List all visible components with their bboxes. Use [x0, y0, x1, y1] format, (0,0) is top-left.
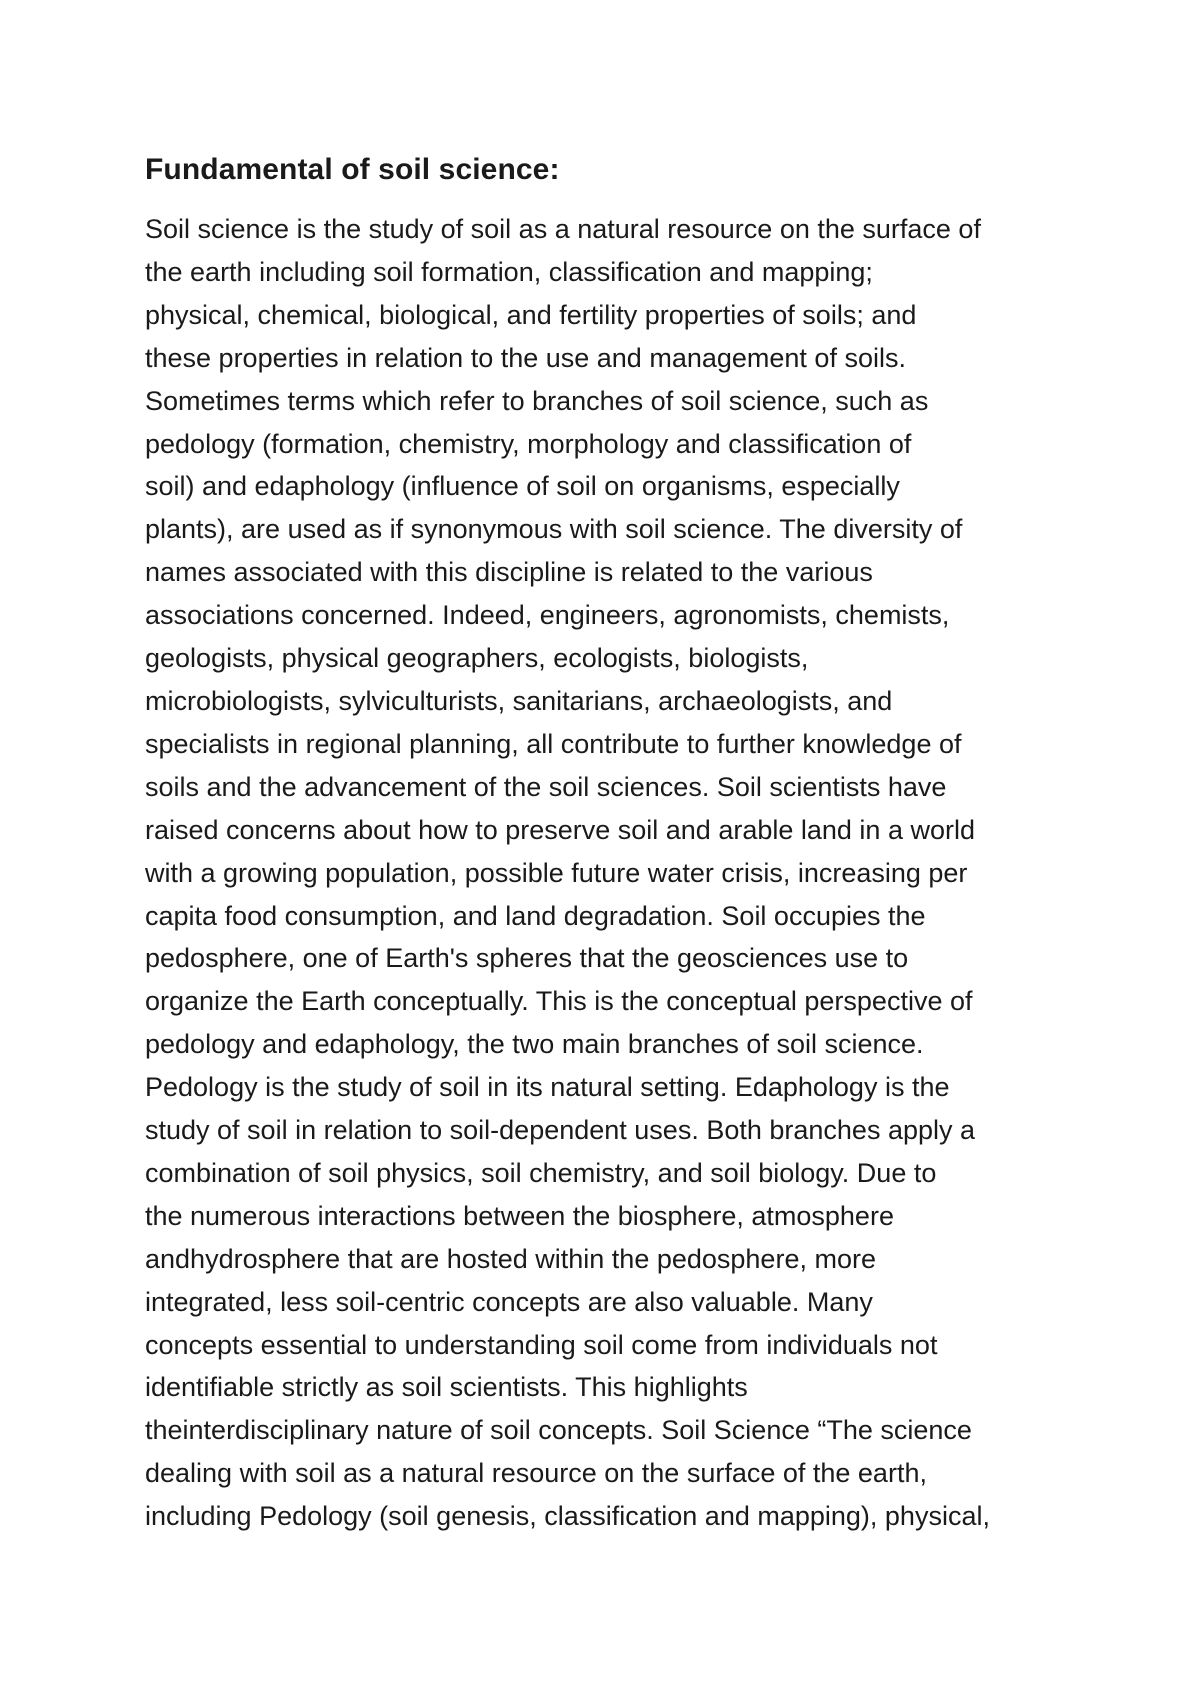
- text-line: organize the Earth conceptually. This is the conceptual perspective of: [145, 986, 973, 1017]
- text-line: the numerous interactions between the biosphere, atmosphere: [145, 1200, 894, 1231]
- text-line: andhydrosphere that are hosted within the pedosphere, more: [145, 1243, 876, 1274]
- text-line: geologists, physical geographers, ecologists, biologists,: [145, 643, 809, 674]
- text-line: specialists in regional planning, all contribute to further knowledge of: [145, 728, 962, 759]
- text-line: Sometimes terms which refer to branches of soil science, such as: [145, 385, 929, 416]
- text-line: identifiable strictly as soil scientists. This highlights: [145, 1372, 748, 1403]
- text-line: names associated with this discipline is related to the various: [145, 557, 873, 588]
- text-line: theinterdisciplinary nature of soil concepts. Soil Science “The science: [145, 1415, 972, 1446]
- text-line: raised concerns about how to preserve soil and arable land in a world: [145, 814, 975, 845]
- text-line: with a growing population, possible future water crisis, increasing per: [145, 857, 968, 888]
- text-line: the earth including soil formation, classification and mapping;: [145, 256, 873, 287]
- text-line: these properties in relation to the use and management of soils.: [145, 342, 906, 373]
- text-line: Soil science is the study of soil as a natural resource on the surface of: [145, 214, 981, 244]
- text-line: associations concerned. Indeed, engineers, agronomists, chemists,: [145, 600, 950, 631]
- text-line: soil) and edaphology (influence of soil on organisms, especially: [145, 471, 900, 502]
- text-line: including Pedology (soil genesis, classification and mapping), physical,: [145, 1501, 990, 1532]
- text-line: concepts essential to understanding soil come from individuals not: [145, 1329, 938, 1360]
- text-line: plants), are used as if synonymous with soil science. The diversity of: [145, 514, 963, 545]
- text-line: Pedology is the study of soil in its natural setting. Edaphology is the: [145, 1072, 950, 1103]
- paragraph: [145, 208, 1085, 1538]
- document-body: [145, 150, 1085, 1538]
- text-line: soils and the advancement of the soil sciences. Soil scientists have: [145, 771, 947, 802]
- text-line: physical, chemical, biological, and fertility properties of soils; and: [145, 299, 917, 330]
- document-title: Fundamental of soil science:: [145, 153, 560, 186]
- text-line: combination of soil physics, soil chemistry, and soil biology. Due to: [145, 1157, 937, 1188]
- text-line: pedology and edaphology, the two main branches of soil science.: [145, 1029, 924, 1060]
- text-line: dealing with soil as a natural resource on the surface of the earth,: [145, 1458, 927, 1489]
- text-line: study of soil in relation to soil-dependent uses. Both branches apply a: [145, 1115, 976, 1146]
- text-line: pedology (formation, chemistry, morphology and classification of: [145, 428, 912, 459]
- text-line: capita food consumption, and land degradation. Soil occupies the: [145, 900, 926, 931]
- text-line: integrated, less soil-centric concepts are also valuable. Many: [145, 1286, 873, 1317]
- text-line: microbiologists, sylviculturists, sanitarians, archaeologists, and: [145, 685, 893, 716]
- text-line: pedosphere, one of Earth's spheres that the geosciences use to: [145, 943, 909, 974]
